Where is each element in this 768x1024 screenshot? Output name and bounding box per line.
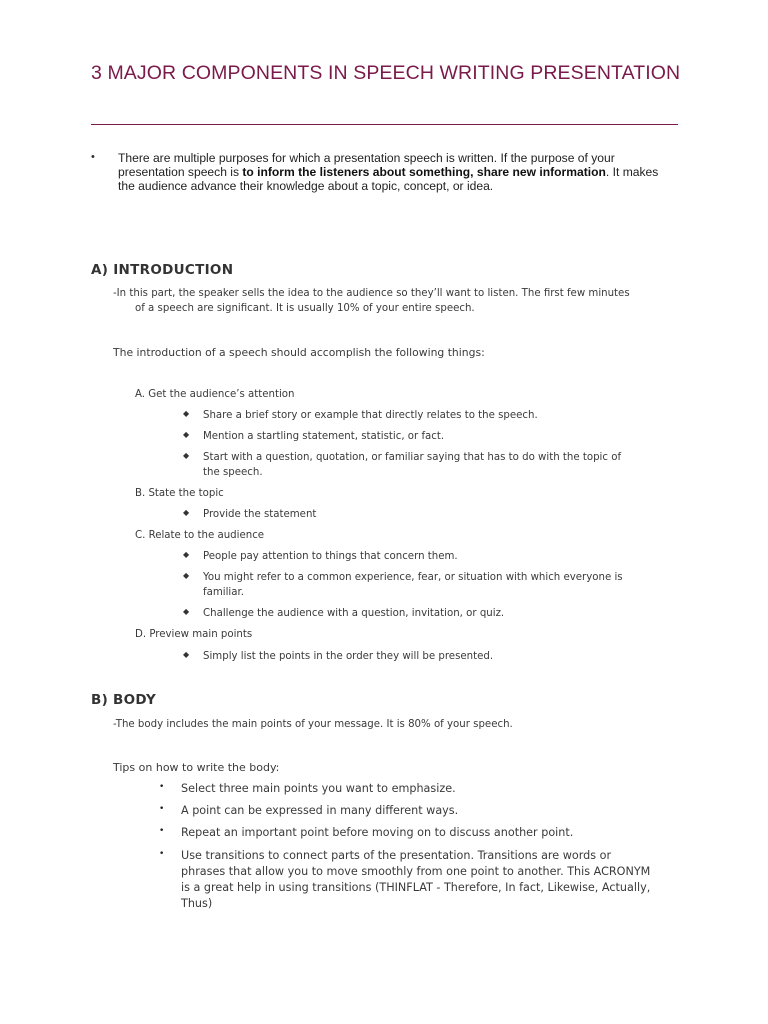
bullet-icon: •	[159, 782, 165, 792]
diamond-bullet-icon: ◆	[183, 508, 190, 517]
group-label-relate: C. Relate to the audience	[135, 530, 265, 541]
list-item: Share a brief story or example that directly relates to the speech.	[203, 410, 538, 421]
list-item-continuation: the speech.	[203, 467, 263, 478]
list-item: Mention a startling statement, statistic, or fact.	[203, 431, 445, 442]
diamond-bullet-icon: ◆	[183, 409, 190, 418]
introduction-lead: The introduction of a speech should accomplish the following things:	[113, 346, 485, 359]
list-item: Challenge the audience with a question, invitation, or quiz.	[203, 608, 505, 619]
diamond-bullet-icon: ◆	[183, 571, 190, 580]
group-label-preview: D. Preview main points	[135, 629, 253, 640]
list-item: Select three main points you want to emphasize.	[181, 782, 456, 795]
list-item: Simply list the points in the order they will be presented.	[203, 651, 494, 662]
list-item: People pay attention to things that concern them.	[203, 551, 458, 562]
diamond-bullet-icon: ◆	[183, 430, 190, 439]
diamond-bullet-icon: ◆	[183, 650, 190, 659]
bullet-icon: •	[159, 849, 165, 859]
list-item: Use transitions to connect parts of the presentation. Transitions are words or phrases that allow you to move smoothly from one point to another. This ACRONYM is a great help in using transitions (THINFLAT - Therefore, In fact, Likewise, Actually, Thus)	[181, 849, 651, 910]
group-label-attention: A. Get the audience’s attention	[135, 389, 295, 400]
introduction-desc-line1: -In this part, the speaker sells the idea to the audience so they’ll want to listen. The first few minutes	[113, 288, 630, 299]
diamond-bullet-icon: ◆	[183, 550, 190, 559]
intro-text-bold: to inform the listeners about something, share new information	[242, 165, 606, 179]
list-item: Repeat an important point before moving on to discuss another point.	[181, 826, 574, 839]
bullet-icon: •	[159, 826, 165, 836]
intro-text-before: There are multiple purposes for which a presentation speech is written. If the purpose of your presentation speech is	[118, 151, 615, 179]
group-label-topic: B. State the topic	[135, 488, 224, 499]
diamond-bullet-icon: ◆	[183, 451, 190, 460]
introduction-desc-line2: of a speech are significant. It is usually 10% of your entire speech.	[135, 303, 475, 314]
list-item: Start with a question, quotation, or familiar saying that has to do with the topic of	[203, 452, 622, 463]
introduction-heading: A) INTRODUCTION	[91, 262, 234, 278]
body-desc: -The body includes the main points of your message. It is 80% of your speech.	[113, 719, 513, 730]
list-item-continuation: familiar.	[203, 587, 244, 598]
body-lead: Tips on how to write the body:	[113, 761, 280, 774]
list-item: A point can be expressed in many different ways.	[181, 804, 459, 817]
intro-text	[118, 151, 663, 193]
page-title: 3 MAJOR COMPONENTS IN SPEECH WRITING PRESENTATION	[91, 62, 681, 84]
list-item: You might refer to a common experience, fear, or situation with which everyone is	[203, 572, 623, 583]
intro-text-after: . It makes the audience advance their knowledge about a topic, concept, or idea.	[118, 165, 659, 193]
list-item: Provide the statement	[203, 509, 317, 520]
title-underline	[91, 124, 678, 125]
bullet-icon: •	[91, 151, 95, 163]
bullet-icon: •	[159, 804, 165, 814]
diamond-bullet-icon: ◆	[183, 607, 190, 616]
body-heading: B) BODY	[91, 692, 157, 708]
